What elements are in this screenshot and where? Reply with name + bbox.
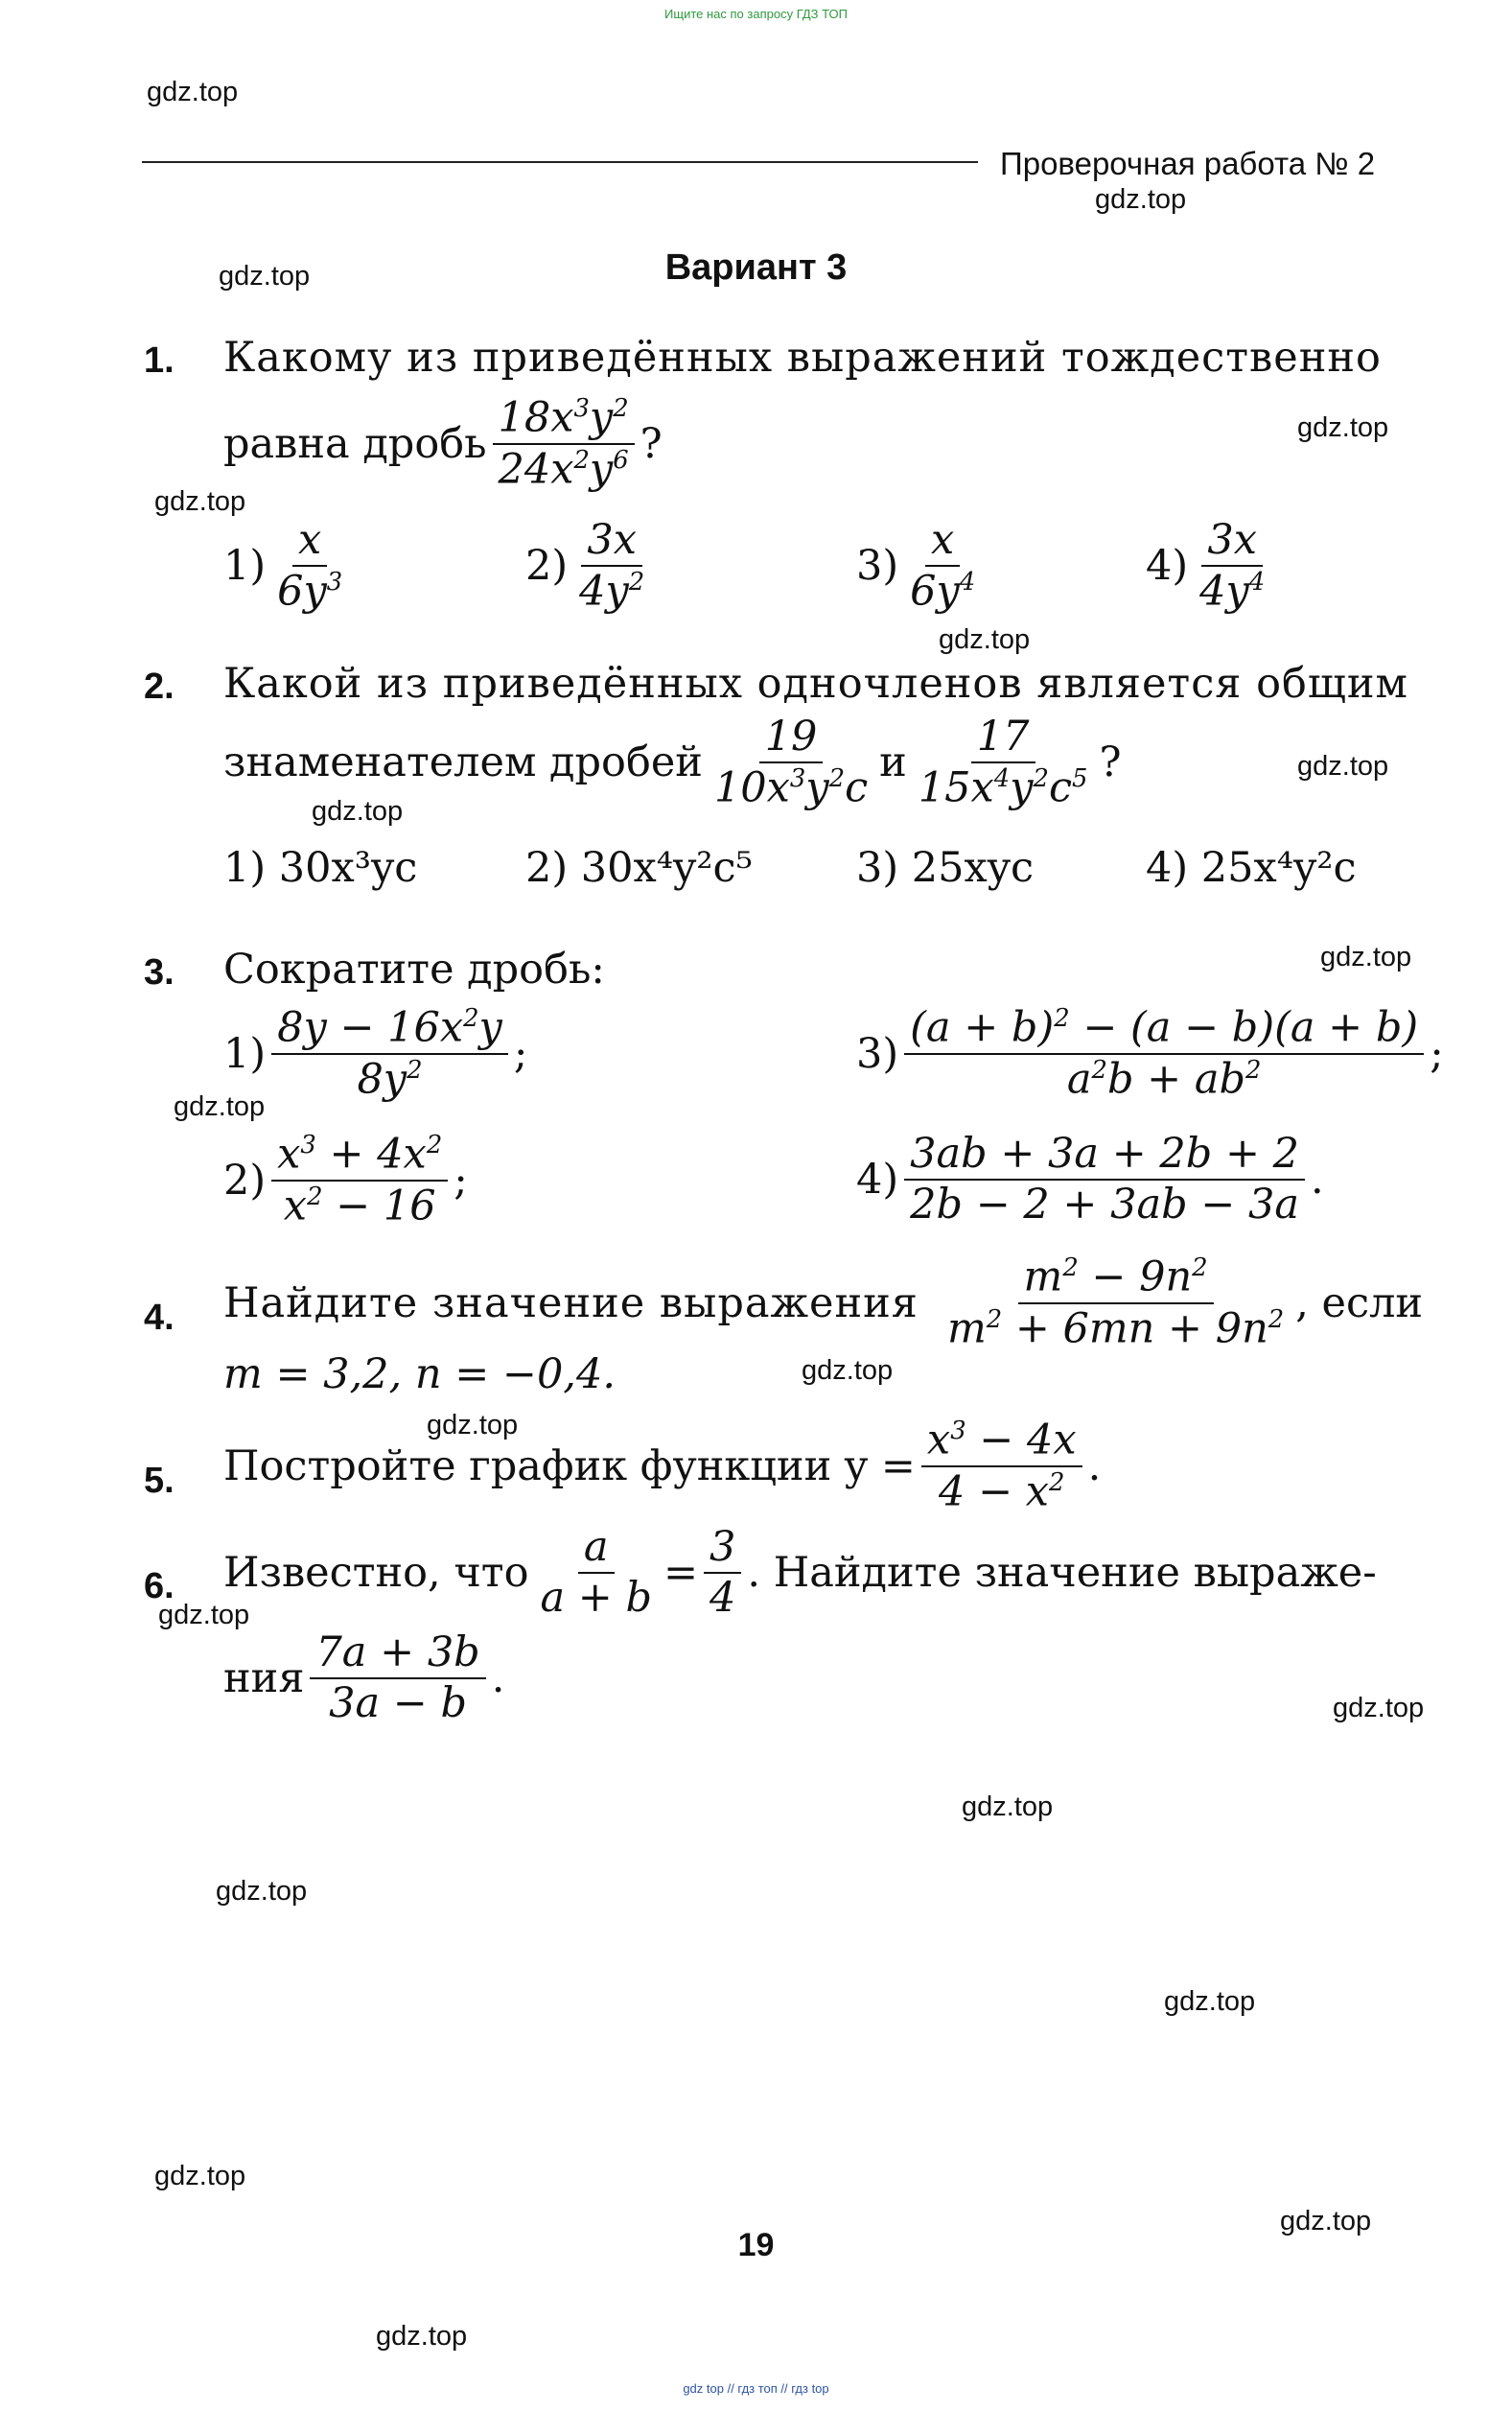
task-3-item-2: 2) $\frac{x^3 + 4x^2}{x^2 - 16}$ ; [223, 1130, 468, 1229]
item-label: 2) [223, 1156, 267, 1205]
task-6-fraction-a: $\frac{a}{a + b}$ [540, 1523, 652, 1623]
task-4-values: m = 3,2, n = −0,4. [223, 1350, 616, 1398]
task-5-number: 5. [144, 1461, 174, 1501]
watermark: gdz.top [939, 624, 1031, 655]
watermark: gdz.top [376, 2321, 468, 2352]
variant-title: Вариант 3 [664, 247, 848, 288]
task-2-text-2: знаменателем дробей [223, 738, 703, 787]
watermark: gdz.top [1320, 942, 1412, 972]
watermark: gdz.top [1297, 412, 1389, 443]
task-1-option-4: 4) $\frac{3x}{4y^4}$ [1146, 516, 1266, 616]
header-rule [142, 161, 978, 163]
watermark: gdz.top [1333, 1693, 1425, 1723]
watermark: gdz.top [1297, 751, 1389, 782]
watermark: gdz.top [427, 1410, 519, 1440]
watermark: gdz.top [219, 261, 311, 292]
task-4-line-1 [223, 1254, 1423, 1351]
task-3-text: Сократите дробь: [223, 946, 605, 994]
watermark: gdz.top [1164, 1986, 1256, 2017]
task-1-fraction: $\frac{18x^3y^2}{24x^2y^6}$ [493, 395, 635, 492]
page-header: Проверочная работа № 2 [1000, 146, 1376, 181]
task-5-line: Постройте график функции y = $\frac{x^3 - 4x}{4 - x^2}$ . [223, 1416, 1102, 1515]
item-label: 4) [856, 1156, 899, 1205]
watermark: gdz.top [1280, 2206, 1372, 2236]
task-1-option-3: 3) $\frac{x}{6y^4}$ [856, 516, 976, 616]
option-label: 3) [856, 542, 899, 591]
task-3-item-1: 1) $\frac{8y - 16x^2y}{8y^2}$ ; [223, 1003, 528, 1103]
task-1-question: ? [640, 419, 663, 468]
task-6-line-1: Известно, что $\frac{a}{a + b}$ = $\frac{3}{4}$ . Найдите значение выраже- [223, 1523, 1377, 1623]
task-1-fraction-line [223, 395, 663, 492]
task-4-fraction: $\frac{m^2 - 9n^2}{m^2 + 6mn + 9n^2}$ [946, 1253, 1285, 1352]
task-2-question: ? [1099, 738, 1122, 787]
option-label: 1) [223, 542, 267, 591]
task-6-line-2: ния $\frac{7a + 3b}{3a - b}$ . [223, 1628, 505, 1728]
task-3-item-4: 4) $\frac{3ab + 3a + 2b + 2}{2b - 2 + 3ab - 3a}$ . [856, 1130, 1324, 1229]
task-2-option-2: 2) 30x⁴y²c⁵ [525, 844, 753, 892]
watermark: gdz.top [154, 486, 246, 517]
task-2-option-4: 4) 25x⁴y²c [1146, 844, 1357, 892]
footer-links[interactable]: gdz top // гдз топ // гдз top [683, 2381, 829, 2396]
task-3-number: 3. [144, 952, 174, 993]
option-label: 2) [525, 542, 569, 591]
task-6-fraction-c: $\frac{7a + 3b}{3a - b}$ [310, 1630, 485, 1727]
task-6-fraction-b: $\frac{3}{4}$ [704, 1525, 741, 1622]
watermark: gdz.top [158, 1600, 250, 1630]
task-3-item-3: 3) $\frac{(a + b)^2 - (a - b)(a + b)}{a^2b + ab^2}$ ; [856, 1003, 1444, 1103]
watermark: gdz.top [962, 1791, 1054, 1822]
task-1-text: Какому из приведённых выражений тождественно [223, 334, 1382, 382]
watermark: gdz.top [154, 2161, 246, 2191]
task-4-number: 4. [144, 1298, 174, 1338]
watermark: gdz.top [174, 1091, 266, 1122]
task-2-and: и [879, 738, 907, 787]
task-1-number: 1. [144, 340, 174, 381]
page-number: 19 [737, 2227, 775, 2263]
task-1-option-2: 2) $\frac{3x}{4y^2}$ [525, 516, 645, 616]
task-6-text-b: . Найдите значение выраже- [747, 1549, 1377, 1598]
task-1-text-2: равна дробь [223, 419, 487, 468]
task-1-option-1: 1) $\frac{x}{6y^3}$ [223, 516, 343, 616]
watermark: gdz.top [147, 77, 239, 107]
item-label: 1) [223, 1029, 267, 1078]
task-2-number: 2. [144, 667, 174, 707]
task-5-text: Постройте график функции y = [223, 1441, 916, 1490]
task-6-text-a: Известно, что [223, 1549, 529, 1598]
task-6-number: 6. [144, 1566, 174, 1606]
task-4-text: Найдите значение выражения [223, 1278, 919, 1327]
watermark: gdz.top [312, 796, 404, 827]
watermark: gdz.top [1095, 184, 1187, 215]
watermark: gdz.top [802, 1355, 894, 1386]
top-banner[interactable]: Ищите нас по запросу ГДЗ ТОП [664, 7, 848, 21]
task-2-text: Какой из приведённых одночленов является общим [223, 660, 1408, 708]
task-5-fraction: $\frac{x^3 - 4x}{4 - x^2}$ [921, 1417, 1082, 1514]
task-6-text-2: ния [223, 1654, 305, 1703]
task-2-fraction-b: $\frac{17}{15x^4y^2c^5}$ [918, 713, 1088, 812]
task-2-fraction-a: $\frac{19}{10x^3y^2c}$ [713, 713, 869, 812]
option-label: 4) [1146, 542, 1189, 591]
watermark: gdz.top [216, 1876, 308, 1907]
task-4-if: , если [1295, 1278, 1424, 1327]
item-label: 3) [856, 1029, 899, 1078]
task-2-option-3: 3) 25xyc [856, 844, 1035, 892]
task-2-option-1: 1) 30x³yc [223, 844, 418, 892]
